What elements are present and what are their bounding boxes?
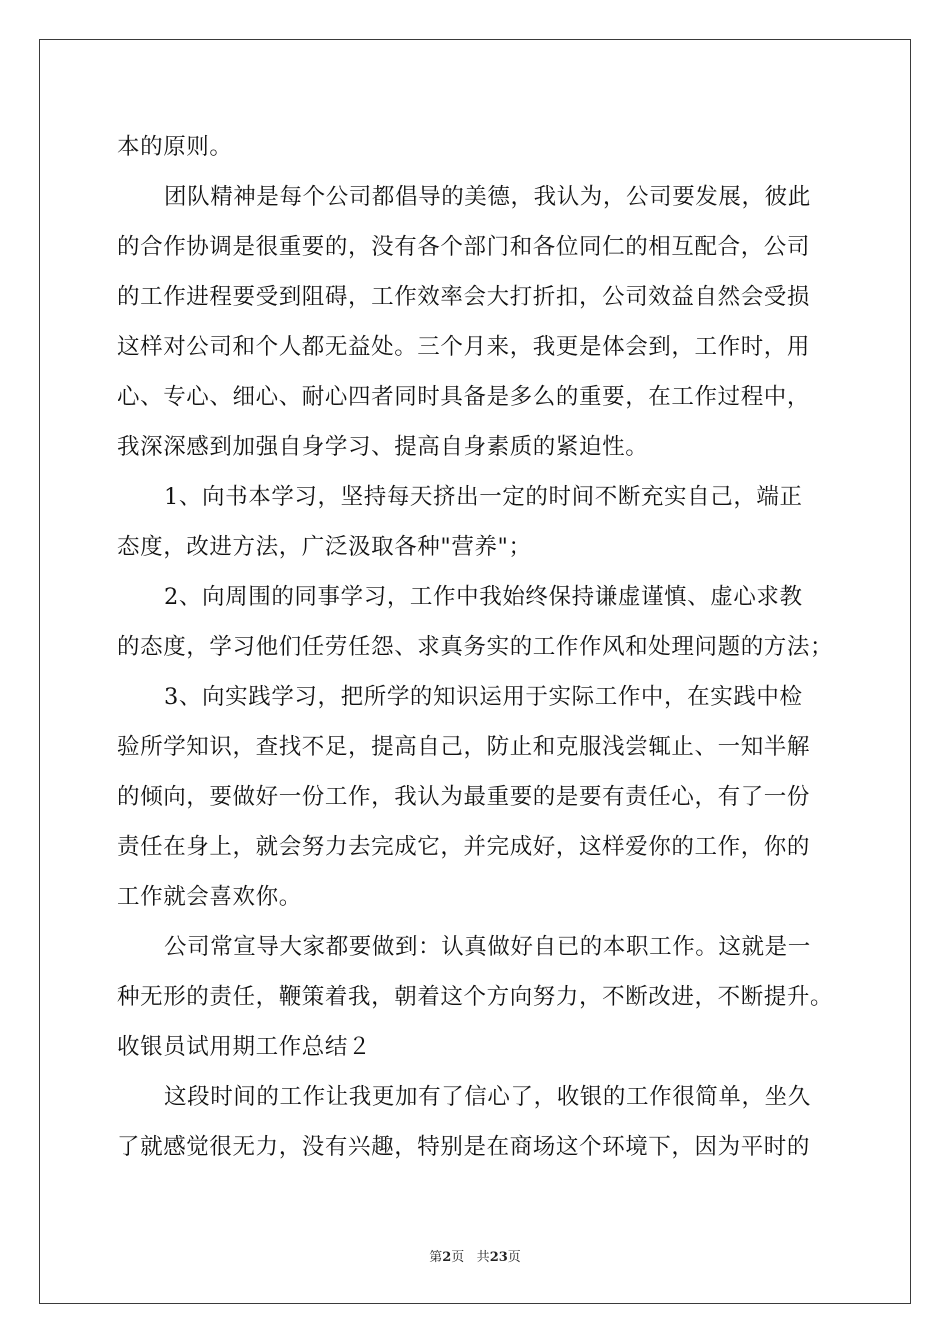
total-pages: 23 bbox=[489, 1250, 508, 1265]
text-line: 态度，改进方法，广泛汲取各种"营养"； bbox=[117, 534, 532, 560]
text-line: 这样对公司和个人都无益处。三个月来，我更是体会到，工作时，用 bbox=[117, 334, 811, 360]
text-line: 这段时间的工作让我更加有了信心了，收银的工作很简单，坐久 bbox=[164, 1084, 811, 1110]
text-line: 工作就会喜欢你。 bbox=[117, 884, 302, 910]
text-line: 的倾向，要做好一份工作，我认为最重要的是要有责任心，有了一份 bbox=[117, 784, 811, 810]
text-line: 验所学知识，查找不足，提高自己，防止和克服浅尝辄止、一知半解 bbox=[117, 734, 811, 760]
text-line: 了就感觉很无力，没有兴趣，特别是在商场这个环境下，因为平时的 bbox=[117, 1134, 811, 1160]
text-line: 团队精神是每个公司都倡导的美德，我认为，公司要发展，彼此 bbox=[164, 184, 811, 210]
text-line: 1、向书本学习，坚持每天挤出一定的时间不断充实自己，端正 bbox=[164, 484, 803, 510]
page-footer bbox=[0, 1246, 950, 1265]
text-line: 心、专心、细心、耐心四者同时具备是多么的重要，在工作过程中， bbox=[117, 384, 811, 410]
text-line: 种无形的责任，鞭策着我，朝着这个方向努力，不断改进，不断提升。 bbox=[117, 984, 834, 1010]
footer-page-suffix: 页 bbox=[451, 1250, 465, 1265]
text-line: 的态度，学习他们任劳任怨、求真务实的工作作风和处理问题的方法； bbox=[117, 634, 834, 660]
text-line: 收银员试用期工作总结２ bbox=[117, 1034, 372, 1060]
document-body bbox=[117, 126, 839, 1176]
current-page-number: 2 bbox=[442, 1250, 452, 1265]
text-line: 的合作协调是很重要的，没有各个部门和各位同仁的相互配合，公司 bbox=[117, 234, 811, 260]
text-line: 本的原则。 bbox=[117, 134, 233, 160]
text-line: 我深深感到加强自身学习、提高自身素质的紧迫性。 bbox=[117, 434, 649, 460]
text-line: 的工作进程要受到阻碍，工作效率会大打折扣，公司效益自然会受损 bbox=[117, 284, 811, 310]
footer-total-suffix: 页 bbox=[507, 1250, 521, 1265]
text-line: 责任在身上，就会努力去完成它，并完成好，这样爱你的工作，你的 bbox=[117, 834, 811, 860]
footer-total-prefix: 共 bbox=[476, 1250, 490, 1265]
text-line: 3、向实践学习，把所学的知识运用于实际工作中，在实践中检 bbox=[164, 684, 803, 710]
text-line: 公司常宣导大家都要做到：认真做好自已的本职工作。这就是一 bbox=[164, 934, 811, 960]
footer-prefix: 第 bbox=[429, 1250, 443, 1265]
text-line: 2、向周围的同事学习，工作中我始终保持谦虚谨慎、虚心求教 bbox=[164, 584, 803, 610]
